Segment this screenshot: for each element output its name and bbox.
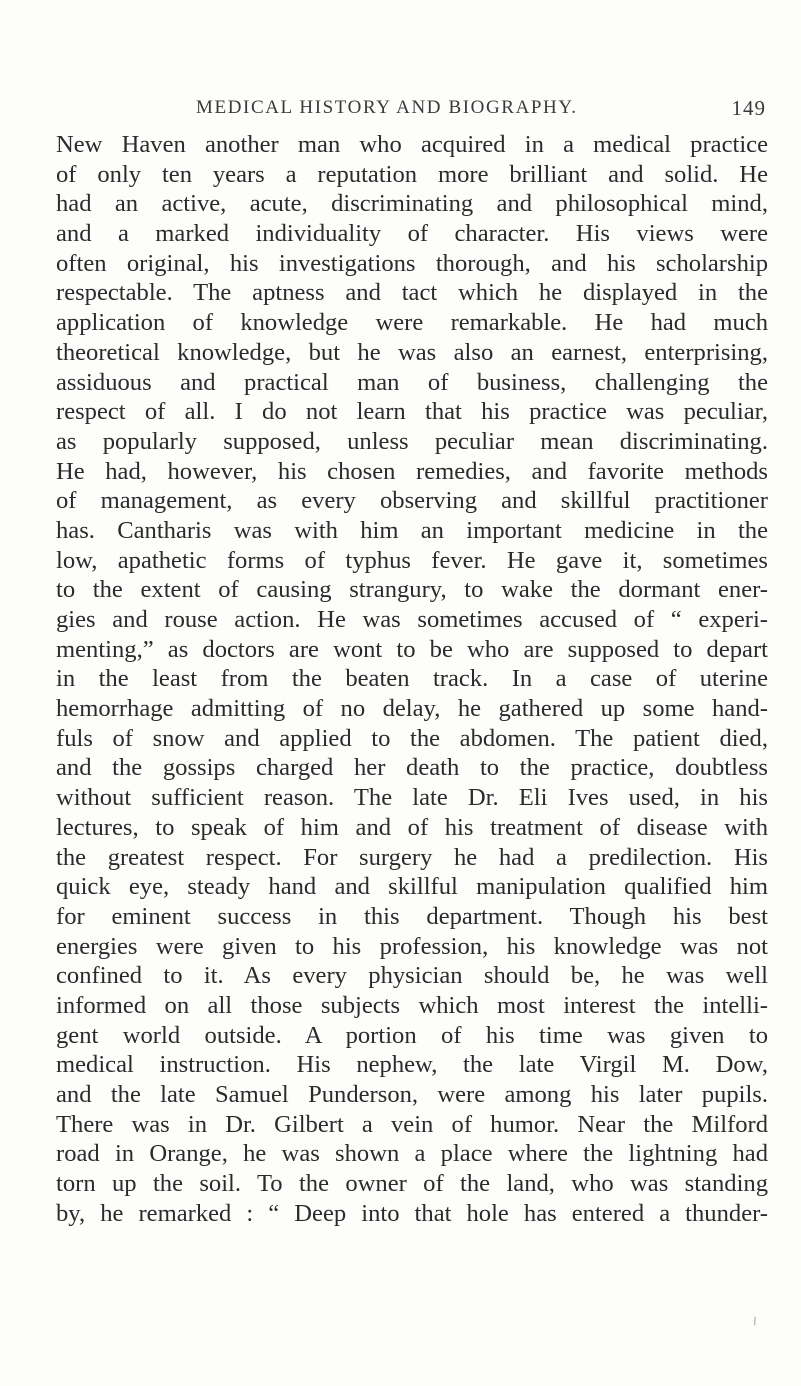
text-line: torn up the soil. To the owner of the land, who was standing bbox=[56, 1170, 768, 1198]
text-line: respectable. The aptness and tact which he displayed in the bbox=[56, 279, 768, 307]
text-line: for eminent success in this department. Though his best bbox=[56, 902, 768, 930]
text-line: energies were given to his profession, his knowledge was not bbox=[56, 932, 768, 960]
text-line: assiduous and practical man of business, challenging the bbox=[56, 368, 768, 396]
text-line: fuls of snow and applied to the abdomen. The patient died, bbox=[56, 724, 768, 752]
text-line: menting,” as doctors are wont to be who are supposed to depart bbox=[56, 635, 768, 663]
text-line: of only ten years a reputation more brilliant and solid. He bbox=[56, 160, 768, 188]
text-line: quick eye, steady hand and skillful manipulation qualified him bbox=[56, 873, 768, 901]
text-line: in the least from the beaten track. In a case of uterine bbox=[56, 665, 768, 693]
text-line: road in Orange, he was shown a place where the lightning had bbox=[56, 1140, 768, 1168]
text-line: He had, however, his chosen remedies, and favorite methods bbox=[56, 457, 768, 485]
text-line: had an active, acute, discriminating and philosophical mind, bbox=[56, 190, 768, 218]
text-line: respect of all. I do not learn that his practice was peculiar, bbox=[56, 398, 768, 426]
text-line: as popularly supposed, unless peculiar mean discriminating. bbox=[56, 427, 768, 455]
text-line: without sufficient reason. The late Dr. Eli Ives used, in his bbox=[56, 784, 768, 812]
text-line: and the gossips charged her death to the practice, doubtless bbox=[56, 754, 768, 782]
text-line: and the late Samuel Punderson, were among his later pupils. bbox=[56, 1081, 768, 1108]
text-line: New Haven another man who acquired in a medical practice bbox=[56, 131, 768, 158]
text-line: theoretical knowledge, but he was also an earnest, enterprising, bbox=[56, 338, 768, 366]
text-line: hemorrhage admitting of no delay, he gathered up some hand- bbox=[56, 695, 768, 723]
text-line: to the extent of causing strangury, to wake the dormant ener- bbox=[56, 576, 768, 604]
text-line: often original, his investigations thorough, and his scholarship bbox=[56, 249, 768, 277]
text-line: the greatest respect. For surgery he had a predilection. His bbox=[56, 843, 768, 871]
text-line: by, he remarked : “ Deep into that hole has entered a thunder- bbox=[56, 1199, 768, 1227]
page-number: 149 bbox=[731, 95, 766, 120]
stray-mark: \ bbox=[751, 1315, 759, 1328]
text-line: confined to it. As every physician should be, he was well bbox=[56, 962, 768, 990]
text-line: gies and rouse action. He was sometimes accused of “ experi- bbox=[56, 606, 768, 633]
text-line: low, apathetic forms of typhus fever. He gave it, sometimes bbox=[56, 546, 768, 574]
text-line: application of knowledge were remarkable. He had much bbox=[56, 309, 768, 337]
text-line: medical instruction. His nephew, the late Virgil M. Dow, bbox=[56, 1051, 768, 1079]
running-head bbox=[196, 96, 766, 120]
text-line: There was in Dr. Gilbert a vein of humor. Near the Milford bbox=[56, 1110, 768, 1138]
text-line: gent world outside. A portion of his time was given to bbox=[56, 1021, 768, 1049]
text-line: and a marked individuality of character. His views were bbox=[56, 220, 768, 248]
running-title: MEDICAL HISTORY AND BIOGRAPHY. bbox=[196, 97, 578, 118]
text-line: has. Cantharis was with him an important medicine in the bbox=[56, 516, 768, 544]
text-line: lectures, to speak of him and of his treatment of disease with bbox=[56, 813, 768, 841]
text-line: informed on all those subjects which most interest the intelli- bbox=[56, 991, 768, 1019]
body-text bbox=[56, 130, 768, 1228]
text-line: of management, as every observing and skillful practitioner bbox=[56, 487, 768, 515]
